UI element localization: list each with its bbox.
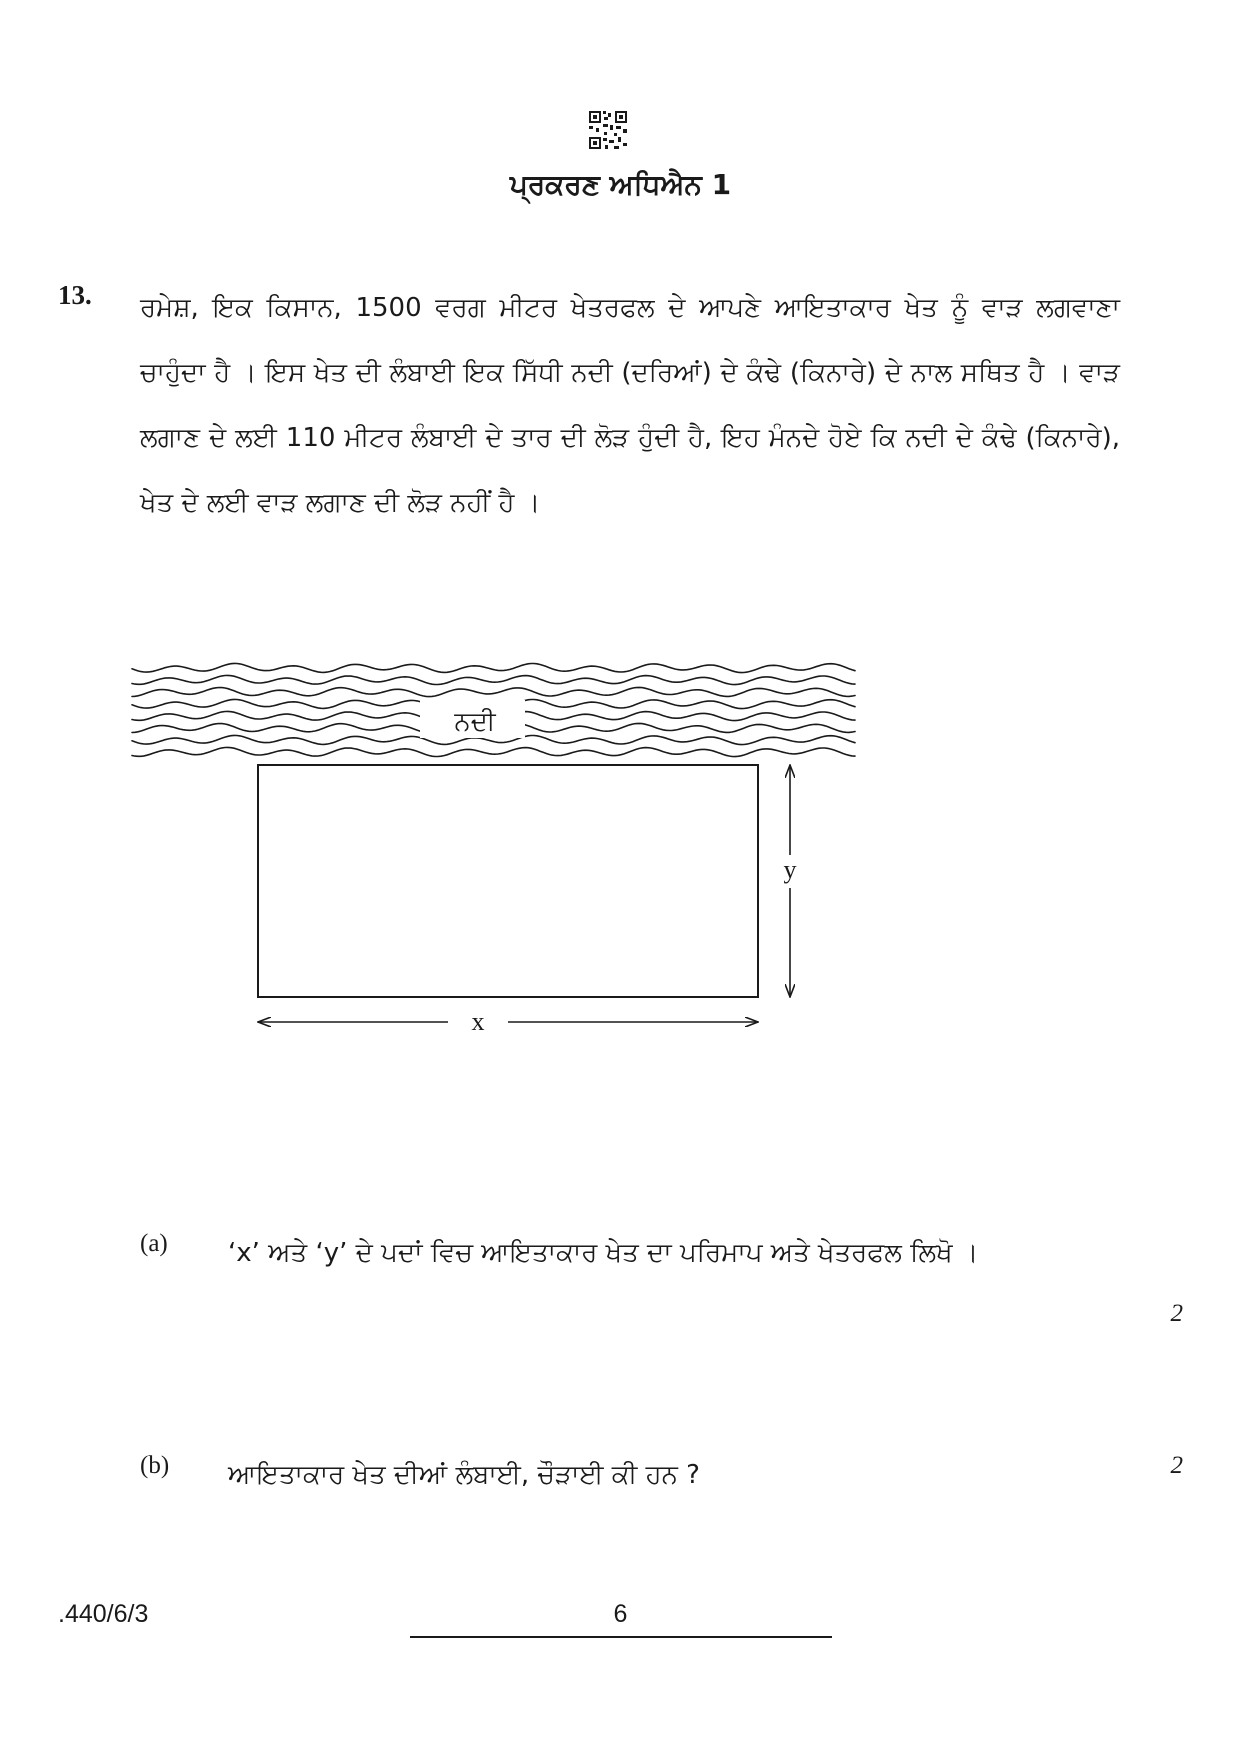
part-b-marks: 2	[1170, 1452, 1183, 1479]
river-wave-line	[132, 687, 855, 696]
part-b-label: (b)	[140, 1452, 170, 1479]
part-a-label: (a)	[140, 1230, 168, 1257]
section-title: ਪ੍ਰਕਰਣ ਅਧਿਐਨ 1	[509, 168, 732, 201]
page-number: 6	[613, 1600, 628, 1628]
question-text: ਰਮੇਸ਼, ਇਕ ਕਿਸਾਨ, 1500 ਵਰਗ ਮੀਟਰ ਖੇਤਰਫਲ ਦੇ ਆਪਣੇ ਆਇਤਾਕਾਰ ਖੇਤ ਨੂੰ ਵਾੜ ਲਗਵਾਣਾ ਚਾਹੁੰਦਾ ਹੈ । ਇਸ ਖੇਤ ਦੀ ਲੰਬਾਈ ਇਕ ਸਿੱਧੀ ਨਦੀ (ਦਰਿਆਂ) ਦੇ ਕੰਢੇ (ਕਿਨਾਰੇ) ਦੇ ਨਾਲ ਸਥਿਤ ਹੈ । ਵਾੜ ਲਗਾਣ ਦੇ ਲਈ 110 ਮੀਟਰ ਲੰਬਾਈ ਦੇ ਤਾਰ ਦੀ ਲੋੜ ਹੁੰਦੀ ਹੈ, ਇਹ ਮੰਨਦੇ ਹੋਏ ਕਿ ਨਦੀ ਦੇ ਕੰਢੇ (ਕਿਨਾਰੇ), ਖੇਤ ਦੇ ਲਈ ਵਾੜ ਲਗਾਣ ਦੀ ਲੋੜ ਨਹੀਂ ਹੈ ।	[140, 293, 1120, 518]
part-a-text: ‘x’ ਅਤੇ ‘y’ ਦੇ ਪਦਾਂ ਵਿਚ ਆਇਤਾਕਾਰ ਖੇਤ ਦਾ ਪਰਿਮਾਪ ਅਤੇ ਖੇਤਰਫਲ ਲਿਖੋ ।	[228, 1238, 979, 1268]
part-b-text: ਆਇਤਾਕਾਰ ਖੇਤ ਦੀਆਂ ਲੰਬਾਈ, ਚੌੜਾਈ ਕੀ ਹਨ ?	[228, 1460, 700, 1490]
x-dimension-label: x	[471, 1007, 485, 1036]
field-rectangle	[258, 765, 758, 997]
question-number: 13.	[58, 280, 92, 310]
river-label: ਨਦੀ	[454, 707, 496, 737]
field-diagram	[130, 660, 970, 1110]
y-dimension-label: y	[783, 855, 797, 884]
paper-code: .440/6/3	[58, 1600, 149, 1628]
river-wave-line	[132, 663, 855, 672]
river-wave-line	[132, 747, 855, 756]
part-a-marks: 2	[1170, 1300, 1183, 1327]
footer-rule	[410, 1636, 832, 1638]
qr-code-icon	[588, 110, 628, 150]
river-wave-line	[132, 675, 855, 684]
